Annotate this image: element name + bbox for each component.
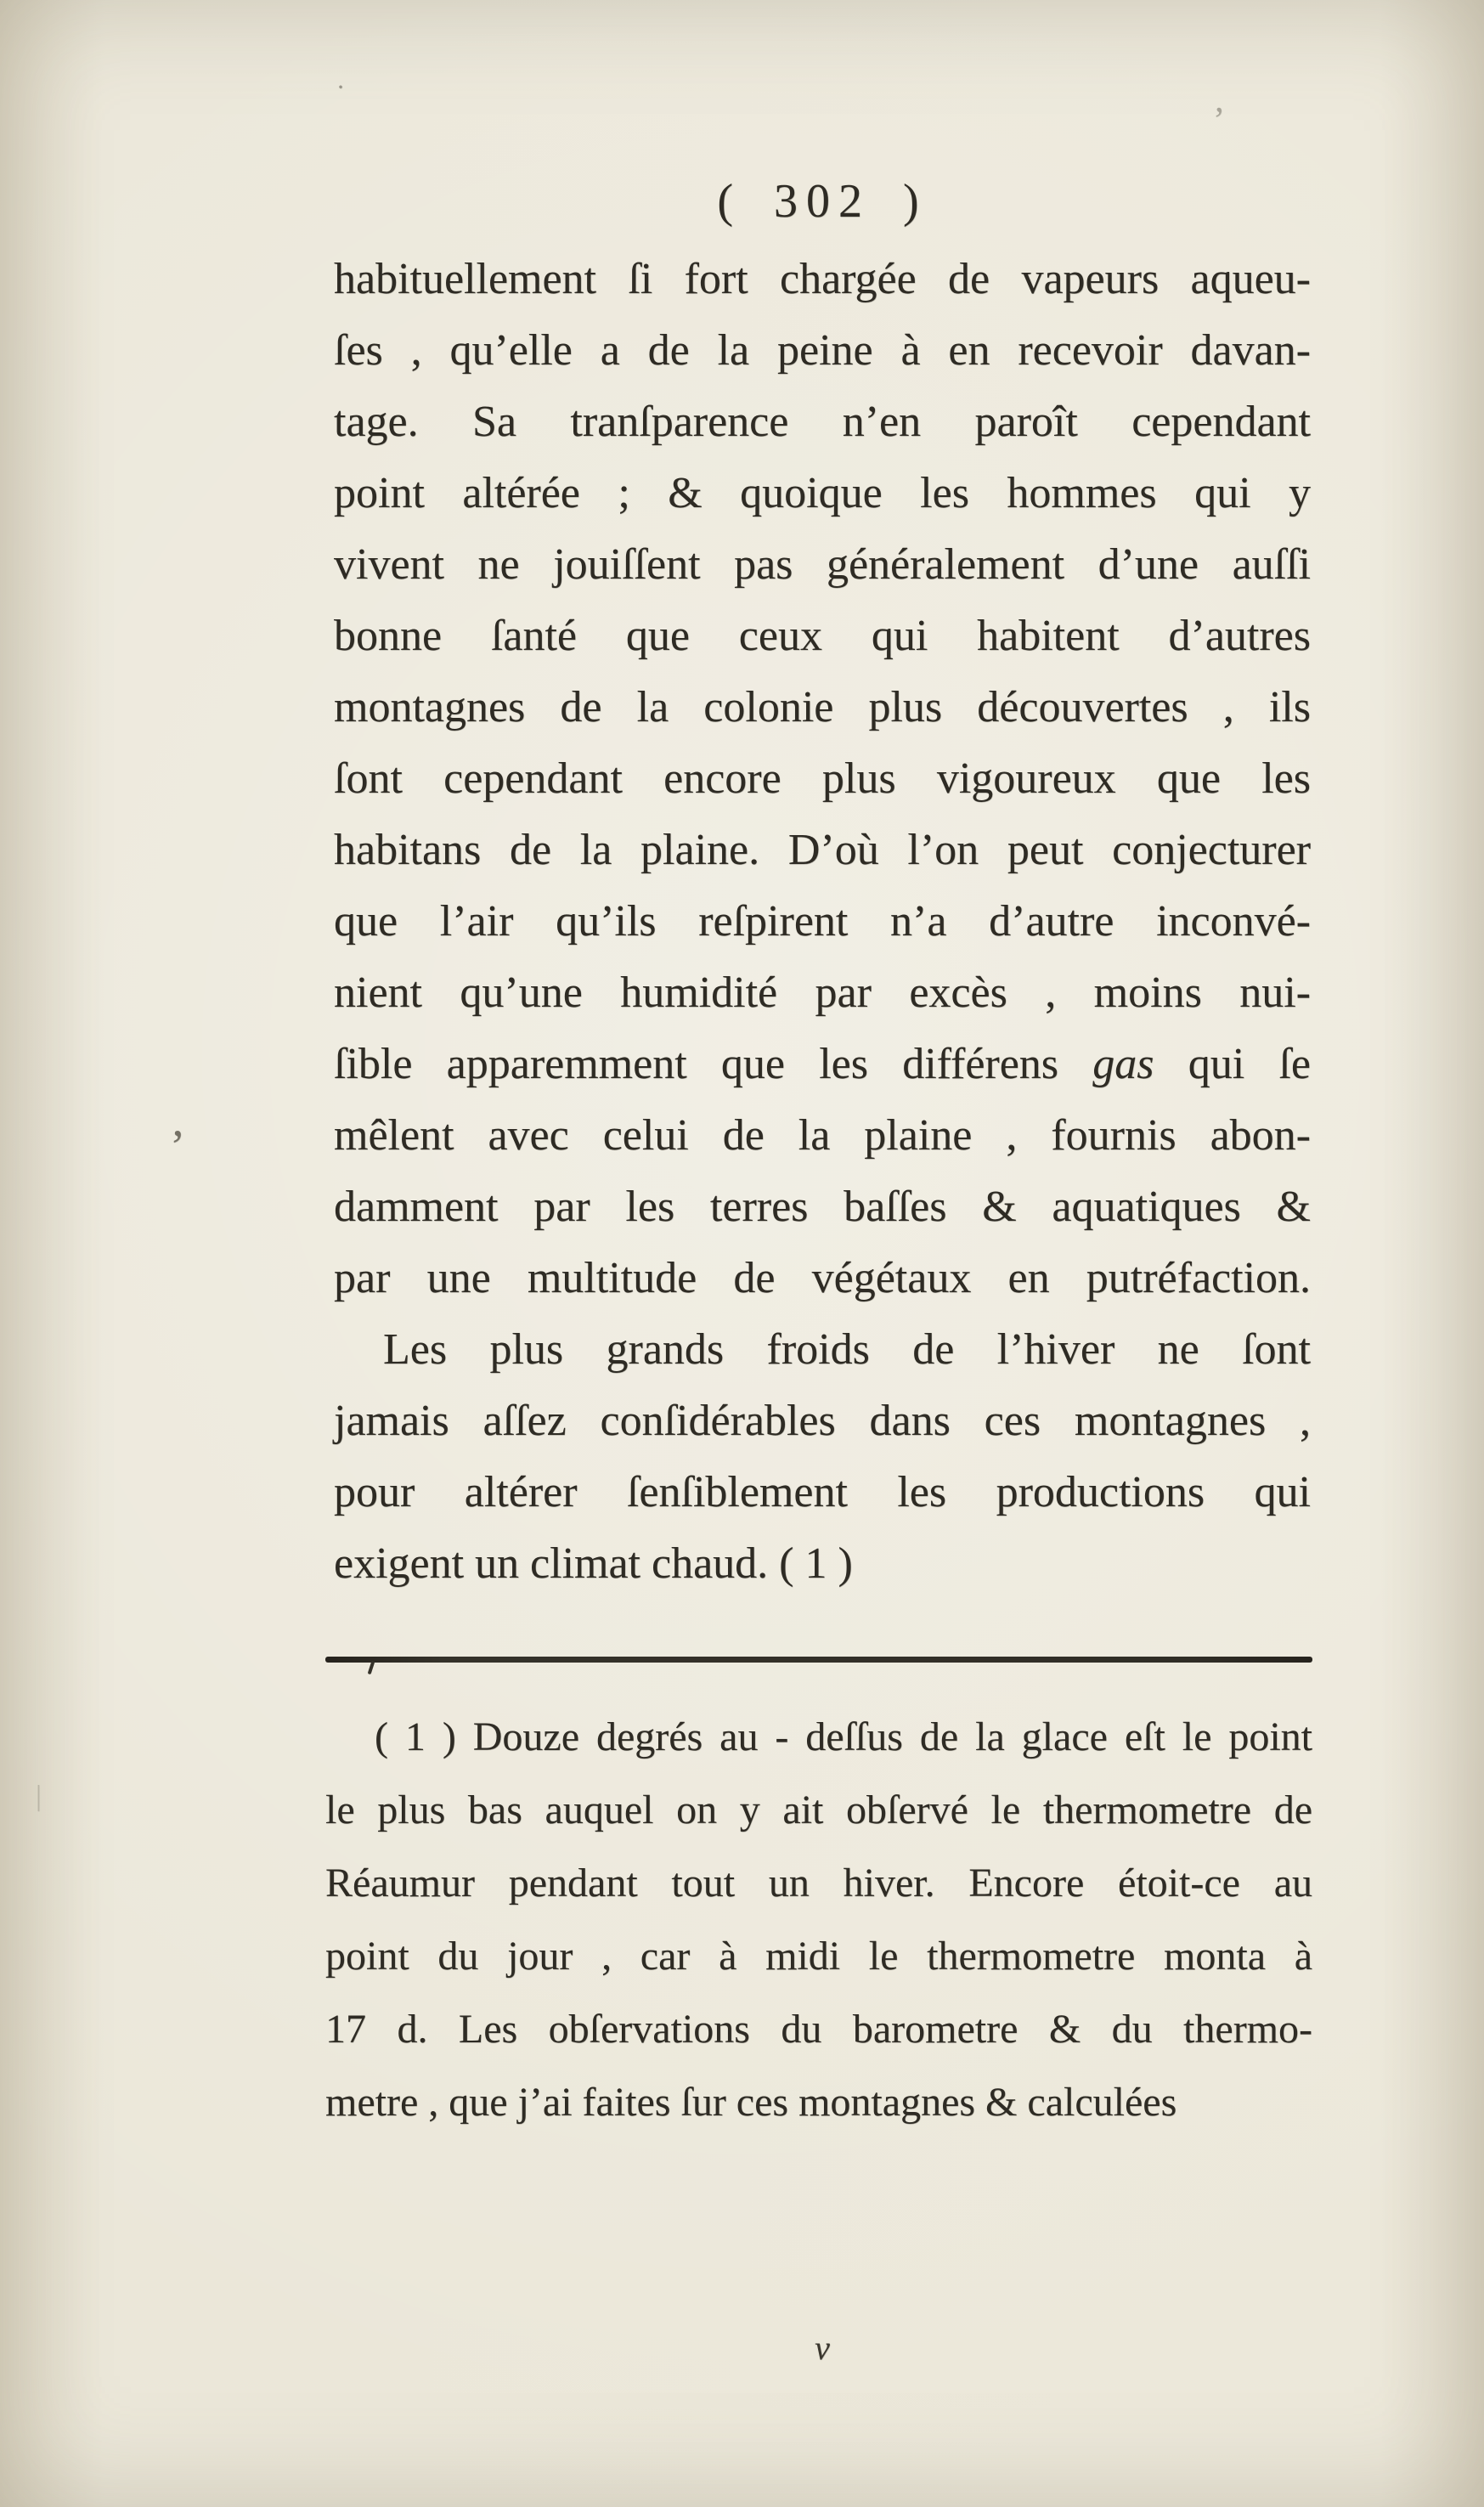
- footnote-line: metre , que j’ai faites ſur ces montagnes & calculées: [325, 2080, 1177, 2125]
- body-line: point altérée ; & quoique les hommes qui y: [334, 469, 1311, 517]
- body-line: vivent ne jouiſſent pas généralement d’une auſſi: [334, 540, 1311, 589]
- body-line: tage. Sa tranſparence n’en paroît cependant: [334, 398, 1311, 446]
- footnote-line: le plus bas auquel on y ait obſervé le thermometre de: [325, 1787, 1312, 1832]
- page-number: ( 302 ): [717, 175, 928, 228]
- body-text: [334, 244, 1311, 1600]
- body-line: par une multitude de végétaux en putréfaction.: [334, 1254, 1311, 1302]
- scan-artifact-mark: ’: [170, 1121, 185, 1172]
- body-line: ſont cependant encore plus vigoureux que les: [334, 754, 1311, 803]
- body-line: ſes , qu’elle a de la peine à en recevoir davan-: [334, 326, 1311, 375]
- scan-artifact-mark: ’: [1213, 101, 1225, 140]
- footnote-line: Réaumur pendant tout un hiver. Encore étoit-ce au: [325, 1860, 1312, 1906]
- footnote-line: point du jour , car à midi le thermometre monta à: [325, 1934, 1312, 1979]
- catchword: v: [815, 2329, 830, 2367]
- body-line: bonne ſanté que ceux qui habitent d’autres: [334, 612, 1311, 660]
- footnote-text: [325, 1701, 1312, 2139]
- body-line: nient qu’une humidité par excès , moins nui-: [334, 968, 1311, 1017]
- body-line: ſible apparemment que les différens gas qui ſe: [334, 1040, 1311, 1088]
- body-line: montagnes de la colonie plus découvertes , ils: [334, 683, 1311, 731]
- scan-artifact-mark: |: [36, 1781, 42, 1812]
- body-line: pour altérer ſenſiblement les productions qui: [334, 1468, 1311, 1516]
- body-line: mêlent avec celui de la plaine , fournis abon-: [334, 1111, 1311, 1160]
- body-line: exigent un climat chaud. ( 1 ): [334, 1539, 853, 1588]
- footnote-line: ( 1 ) Douze degrés au - deſſus de la glace eſt le point: [375, 1714, 1312, 1759]
- body-line: que l’air qu’ils reſpirent n’a d’autre inconvé-: [334, 897, 1311, 946]
- footnote-separator-rule: [325, 1657, 1312, 1663]
- body-line: damment par les terres baſſes & aquatiques &: [334, 1183, 1311, 1231]
- scan-artifact-mark: ·: [336, 73, 345, 101]
- body-line: habitans de la plaine. D’où l’on peut conjecturer: [334, 826, 1311, 874]
- body-line: habituellement ſi fort chargée de vapeurs aqueu-: [334, 255, 1311, 303]
- body-line: Les plus grands froids de l’hiver ne ſont: [383, 1325, 1311, 1374]
- footnote-line: 17 d. Les obſervations du barometre & du thermo-: [325, 2007, 1312, 2052]
- body-line: jamais aſſez conſidérables dans ces montagnes ,: [334, 1397, 1311, 1445]
